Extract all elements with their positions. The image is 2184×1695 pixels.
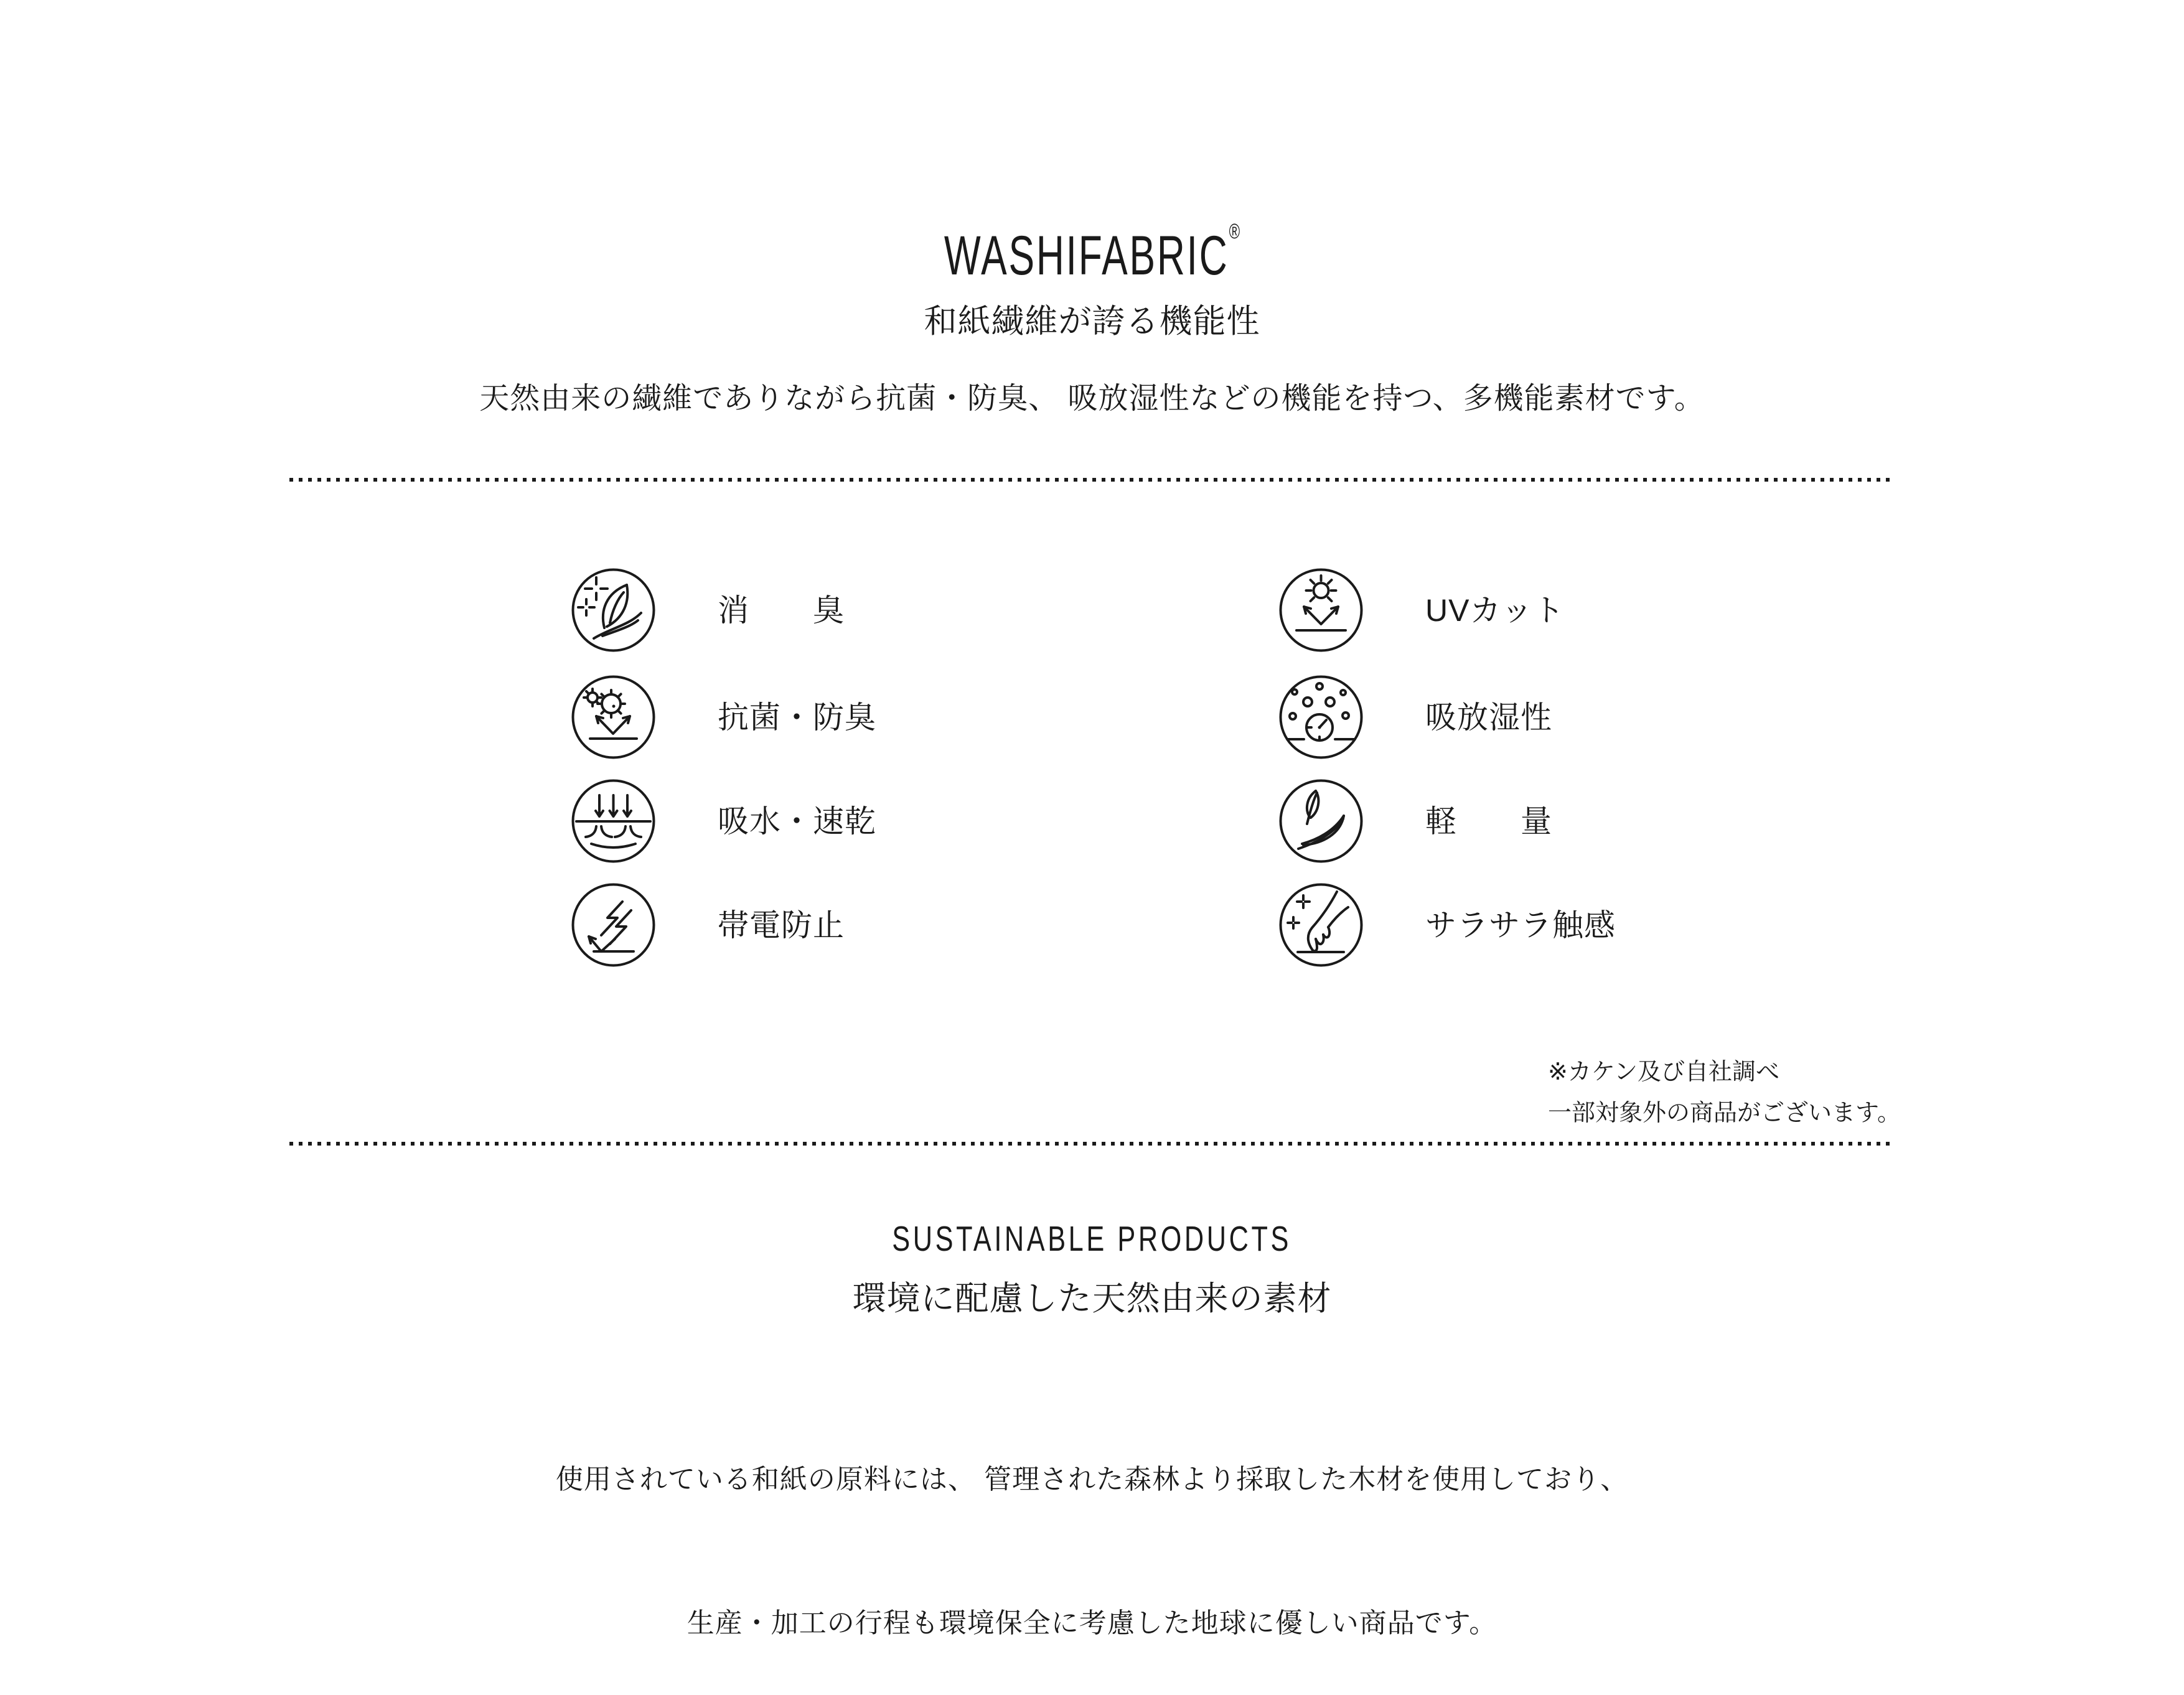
feature-row-absorbent: [571, 779, 876, 863]
intro-description: 天然由来の繊維でありながら抗菌・防臭、 吸放湿性などの機能を持つ、多機能素材です。: [479, 382, 1705, 415]
sustainability-heading: SUSTAINABLE PRODUCTS: [892, 1219, 1292, 1259]
water-absorb-icon: [571, 779, 655, 863]
feature-row-uv-cut: [1279, 568, 1565, 652]
brand-title-text: WASHIFABRIC: [944, 224, 1229, 286]
uv-sun-icon: [1279, 568, 1363, 652]
feature-label: UVカット: [1425, 592, 1565, 628]
feature-row-smooth-touch: [1279, 883, 1616, 967]
feather-icon: [1279, 779, 1363, 863]
leaf-sparkle-icon: [571, 568, 655, 652]
feature-row-moisture: [1279, 675, 1552, 759]
sustainability-body: [0, 1360, 2184, 1695]
footnote: [1548, 1052, 1901, 1134]
feature-row-antibacterial: [571, 675, 876, 759]
sustainability-body-line-2: 生産・加工の行程も環境保全に考慮した地球に優しい商品です。: [687, 1608, 1497, 1638]
dotted-divider-bottom: [289, 1142, 1893, 1146]
footnote-line-1: ※カケン及び自社調べ: [1548, 1059, 1779, 1085]
feature-label: 消 臭: [718, 592, 845, 628]
feature-label: サラサラ触感: [1425, 907, 1616, 943]
dotted-divider-top: [289, 478, 1893, 482]
feature-row-antistatic: [571, 883, 845, 967]
hand-touch-icon: [1279, 883, 1363, 967]
anti-static-icon: [571, 883, 655, 967]
sustainability-body-line-1: 使用されている和紙の原料には、 管理された森林より採取した木材を使用しており、: [555, 1464, 1629, 1495]
intro-subtitle: 和紙繊維が誇る機能性: [924, 303, 1260, 340]
moisture-gauge-icon: [1279, 675, 1363, 759]
feature-label: 吸水・速乾: [718, 803, 876, 839]
feature-row-deodorant: [571, 568, 845, 652]
feature-label: 帯電防止: [718, 907, 845, 943]
feature-label: 抗菌・防臭: [718, 699, 876, 735]
registered-trademark-symbol: ®: [1229, 220, 1240, 243]
feature-label: 吸放湿性: [1425, 699, 1552, 735]
feature-row-lightweight: [1279, 779, 1552, 863]
page-title: [0, 204, 2184, 286]
feature-label: 軽 量: [1425, 803, 1552, 839]
footnote-line-2: 一部対象外の商品がございます。: [1548, 1100, 1901, 1126]
antibacterial-germs-icon: [571, 675, 655, 759]
sustainability-subheading: 環境に配慮した天然由来の素材: [852, 1280, 1332, 1317]
